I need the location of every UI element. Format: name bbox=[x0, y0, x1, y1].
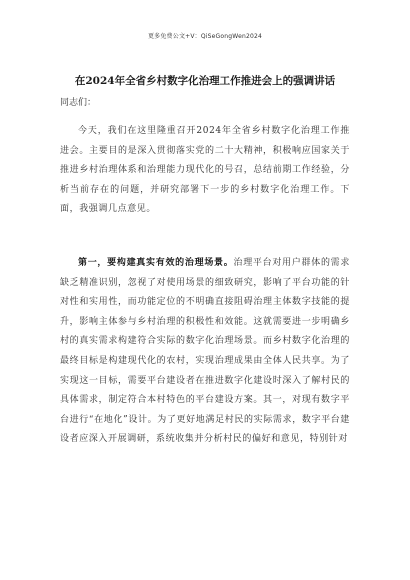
header-note: 更多免费公文+V：QiSeGongWen2024 bbox=[147, 33, 263, 40]
paragraph-body: 治理平台对用户群体的需求缺乏精准识别，忽视了对使用场景的细致研究，影响了平台功能的针对性和实用性，而功能定位的不明确直接阻碍治理主体数字技能的提升，影响主体参与乡村治理的积极性和效能。这就需要进一步明确乡村的真实需求构建符合实际的数字化治理场景。而乡村数字化治理的最终目标是构建现代化的农村，实现治理成果由全体人民共享。为了实现这一目标，需要平台建设者在推进数字化建设时深入了解村民的具体需求，制定符合本村特色的平台建设方案。其一，对现有数字平台进行“在地化”设计。为了更好地满足村民的实际需求，数字平台建设者应深入开展调研，系统收集并分析村民的偏好和意见，特别针对 bbox=[60, 258, 350, 445]
paragraph-intro: 今天，我们在这里隆重召开2024年全省乡村数字化治理工作推进会。主要目的是深入贯彻落实党的二十大精神，积极响应国家关于推进乡村治理体系和治理能力现代化的号召，总结前期工作经验，分析当前存在的问题，并研究部署下一步的乡村数字化治理工作。下面，我强调几点意见。 bbox=[60, 126, 350, 215]
paragraph-first-point bbox=[60, 254, 350, 450]
salutation: 同志们： bbox=[60, 98, 97, 108]
document-title: 在2024年全省乡村数字化治理工作推进会上的强调讲话 bbox=[74, 75, 336, 87]
paragraph-lead-heading: 第一，要构建真实有效的治理场景。 bbox=[78, 258, 234, 268]
